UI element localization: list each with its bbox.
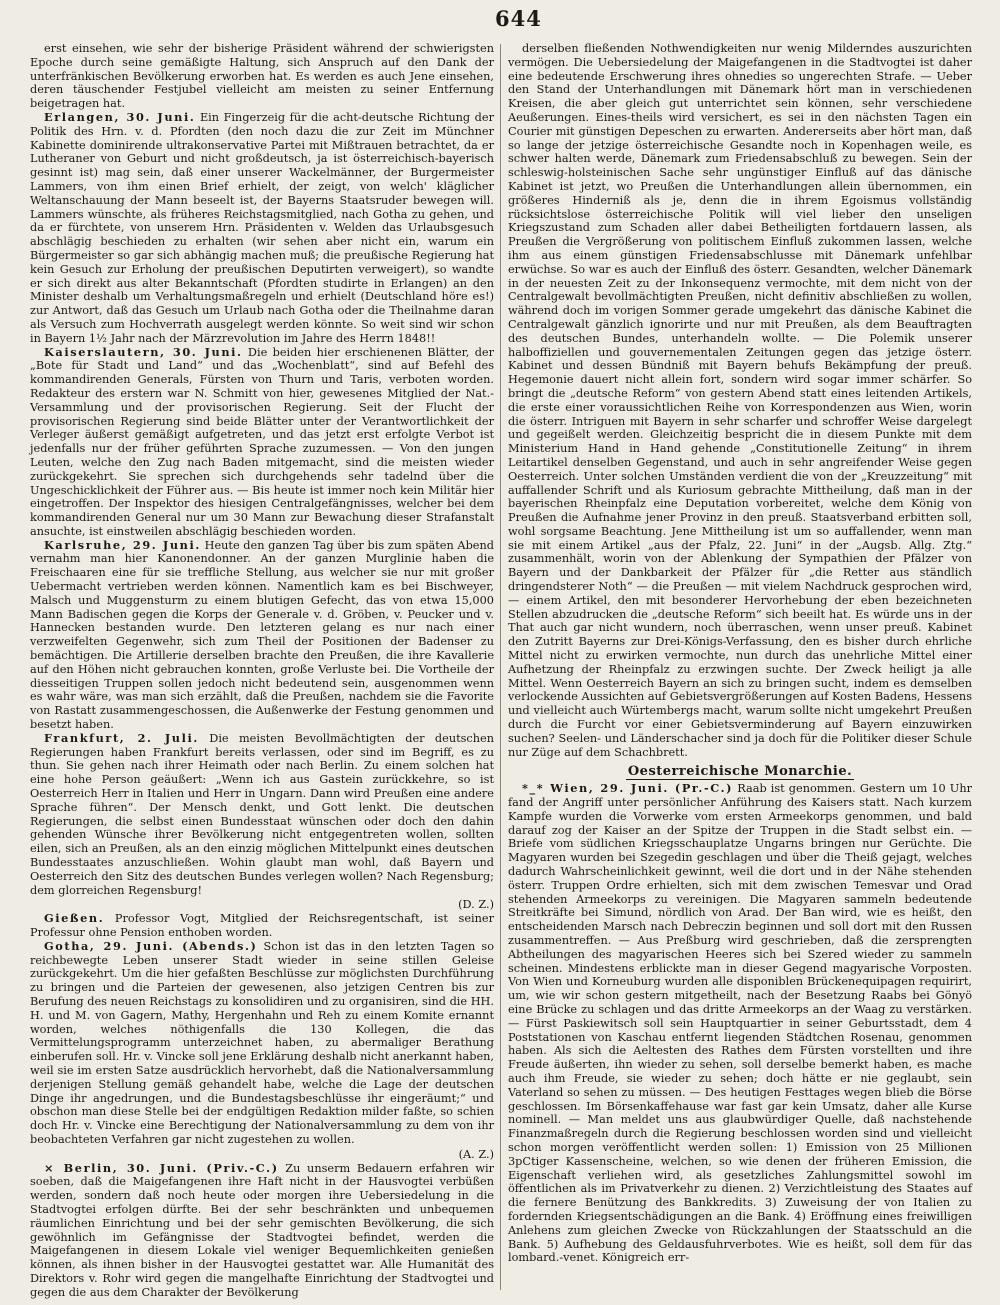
page-number: 644 [495, 6, 542, 31]
news-article [508, 782, 972, 1265]
article-dateline: Kaiserslautern, 30. Juni. [44, 344, 243, 359]
news-article [30, 42, 494, 111]
article-body: Raab ist genommen. Gestern um 10 Uhr fand der Angriff unter persönlicher Anführung des Kaisers statt. Nach kurzem Kampfe wurden die Vorwerke vom ersten Armeekorps genommen, und bald darauf zog der Kaiser an der Spitze der Truppen in die Stadt selbst ein. — Briefe vom südlichen Kriegsschauplatze Ungarns bringen nur Gerüchte. Die Magyaren wurden bei Szegedin geschlagen und über die Theiß gejagt, welches dadurch Wahrscheinlichkeit gewinnt, weil die dort und in der Nähe stehenden österr. Truppen Ordre erhielten, sich mit dem zwischen Temesvar und Orad stehenden Armeekorps zu vereinigen. Die Magyaren sammeln bedeutende Streitkräfte bei Simund, nördlich von Arad. Der Ban wird, wie es heißt, den entscheidenden Marsch nach Debreczin beginnen und soll dort mit den Russen zusammentreffen. — Aus Preßburg wird geschrieben, daß die zersprengten Abtheilungen des magyarischen Heeres sich bei Szered wieder zu sammeln scheinen. Mindestens erblickte man in dieser Gegend magyarische Vorposten. Von Wien und Korneuburg wurden alle disponiblen Brückenequipagen requirirt, um, wie wir schon gestern mitgetheilt, nach der Besetzung Raabs bei Gönyö eine Brücke zu schlagen und das dritte Armeekorps an der Waag zu verstärken. — Fürst Paskiewitsch soll sein Hauptquartier in seiner Geburtsstadt, dem 4 Poststationen von Kaschau entfernt liegenden Städtchen Rosenau, genommen haben. Als sich die Aeltesten des Rathes dem Fürsten vorstellten und ihre Freude äußerten, ihn wieder zu sehen, soll derselbe bemerkt haben, es mache auch ihm Freude, sie wieder zu sehen; doch hätte er nie geglaubt, sein Vaterland so sehen zu müssen. — Des heutigen Festtages wegen blieb die Börse geschlossen. Im Börsenkaffehause war fast gar kein Umsatz, daher alle Kurse nominell. — Man meldet uns aus glaubwürdiger Quelle, daß nachstehende Finanzmaßregeln durch die Regierung beschlossen worden sind und vielleicht schon morgen veröffentlicht werden sollen: 1) Emission von 25 Millionen 3pCtiger Kassenscheine, welchen, so wie denen der früheren Emission, die Eigenschaft verliehen wird, als gesetzliches Zahlungsmittel sowohl im öffentlichen als im Privatverkehr zu dienen. 2) Verzichtleistung des Staates auf die fernere Benützung des Bankkredits. 3) Zuweisung der von Italien zu fordernden Kriegsentschädigungen an die Bank. 4) Eröffnung eines freiwilligen Anlehens zum gleichen Zwecke von Rückzahlungen der Staatsschuld an die Bank. 5) Aufhebung des Geldausfuhrverbotes. Wie es heißt, soll dem für das lombard.-venet. Königreich err- [508, 782, 973, 1265]
news-article [30, 111, 494, 346]
article-body: Die beiden hier erschienenen Blätter, der „Bote für Stadt und Land“ und das „Wochenblatt“, sind auf Befehl des kommandirenden Generals, Fürsten von Thurn und Taris, verboten worden. Redakteur des erstern war N. Schmitt von hier, gewesenes Mitglied der Nat.-Versammlung und der provisorischen Regierung. Seit der Flucht der provisorischen Regierung sind beide Blätter unter der Verantwortlichkeit der Verleger äußerst gemäßigt aufgetreten, und das jetzt erst erfolgte Verbot ist jedenfalls nur der früher geführten Sprache zuzumessen. — Von den jungen Leuten, welche den Zug nach Baden mitgemacht, sind die meisten wieder zurückgekehrt. Sie sprechen sich durchgehends sehr tadelnd über die Ungeschicklichkeit der Führer aus. — Bis heute ist immer noch kein Militär hier eingetroffen. Der Inspektor des hiesigen Centralgefängnisses, welcher bei dem kommandirenden General nur um 30 Mann zur Bewachung dieser Strafanstalt ansuchte, ist einstweilen abschlägig beschieden worden. [30, 345, 495, 538]
news-article [30, 1162, 494, 1300]
left-column [30, 42, 495, 1299]
article-dateline: Gotha, 29. Juni. (Abends.) [44, 938, 258, 953]
article-dateline: Karlsruhe, 29. Juni. [44, 537, 201, 552]
section-heading-text: Oesterreichische Monarchie. [627, 764, 853, 780]
news-article [30, 539, 494, 732]
article-dateline: Frankfurt, 2. Juli. [44, 730, 199, 745]
right-column [508, 42, 972, 1292]
section-heading [508, 765, 972, 779]
article-body: erst einsehen, wie sehr der bisherige Präsident während der schwierigsten Epoche durch seine gemäßigte Haltung, sich Anspruch auf den Dank der unterfränkischen Bevölkerung erworben hat. Es werden es auch Jene einsehen, deren täuschender Festjubel vielleicht am meisten zu seiner Entfernung beigetragen hat. [30, 42, 494, 111]
news-article [30, 346, 494, 539]
article-body: Heute den ganzen Tag über bis zum späten Abend vernahm man hier Kanonendonner. An der ganzen Murglinie haben die Freischaaren eine für sie treffliche Stellung, aus welcher sie nur mit großer Uebermacht vertrieben werden können. Namentlich kam es bei Bischweyer, Malsch und Muggensturm zu einem blutigen Gefecht, das von etwa 15,000 Mann Badischen gegen die Korps der Generale v. d. Gröben, v. Peucker und v. Hannecken bestanden wurde. Den letzteren gelang es nur nach einer verzweifelten Gegenwehr, sich zum Theil der Positionen der Badenser zu bemächtigen. Die Artillerie derselben brachte den Preußen, die ihre Kavallerie auf den Höhen nicht gebrauchen konnten, große Verluste bei. Die Vortheile der diesseitigen Truppen sollen jedoch nicht bedeutend sein, ausgenommen wenn es wahr wäre, was man sich erzählt, daß die Preußen, nachdem sie die Favorite von Rastatt zusammengeschossen, die Außenwerke der Festung genommen und besetzt haben. [30, 538, 494, 732]
article-body: Zu unserm Bedauern erfahren wir soeben, daß die Maigefangenen ihre Haft nicht in der Hausvogtei verbüßen werden, sondern daß noch heute oder morgen ihre Uebersiedelung in die Stadtvogtei erfolgen dürfte. Bei der sehr beschränkten und unbequemen räumlichen Einrichtung und bei der sehr gemischten Bevölkerung, die sich gewöhnlich im Gefängnisse der Stadtvogtei befindet, werden die Maigefangenen in diesem Lokale viel weniger Bequemlichkeiten genießen können, als ihnen bisher in der Hausvogtei gestattet war. Alle Humanität des Direktors v. Rohr wird gegen die mangelhafte Einrichtung der Stadtvogtei und gegen die aus dem Charakter der Bevölkerung [30, 1161, 494, 1299]
article-dateline: *_* Wien, 29. Juni. (Pr.-C.) [522, 781, 734, 796]
article-body: Schon ist das in den letzten Tagen so reichbewegte Leben unserer Stadt wieder in seine stillen Geleise zurückgekehrt. Um die hier gefaßten Beschlüsse zur möglichsten Durchführung zu bringen und die Parteien der gewesenen, also jetzigen Centren bis zur Berufung des neuen Reichstags zu konsolidiren und zu organisiren, sind die HH. H. und M. von Gagern, Mathy, Hergenhahn und Reh zu einem Komite ernannt worden, welches nöthigenfalls die 130 Kollegen, die das Vermittelungsprogramm unterzeichnet haben, zu abermaliger Berathung einberufen soll. Hr. v. Vincke soll jene Erklärung deshalb nicht anerkannt haben, weil sie im ersten Satze ausdrücklich hervorhebt, daß die Nationalversammlung derjenigen Stellung gemäß gehandelt habe, welche die Lage der deutschen Dinge ihr angedrungen, und die Bundestagsbeschlüsse ihr eingeräumt;“ und obschon man diese Stelle bei der endgültigen Redaktion milder faßte, so schien doch Hr. v. Vincke eine Berechtigung der Nationalversammlung zu dem von ihr beobachteten Verfahren gar nicht zugestehen zu wollen. [30, 939, 495, 1146]
article-source: (A. Z.) [458, 1147, 494, 1161]
article-body: Ein Fingerzeig für die acht-deutsche Richtung der Politik des Hrn. v. d. Pfordten (den noch dazu die zur Zeit im Münchner Kabinette dominirende ultrakonservative Partei mit Mißtrauen betrachtet, da er Lutheraner von Geburt und nicht großdeutsch, ja ist österreichisch-bayerisch gesinnt ist) mag sein, daß einer unserer Wackelmänner, der Burgermeister Lammers, von ihm einen Brief erhielt, der zeigt, von welch' kläglicher Weltanschauung der Mann beseelt ist, der Bayerns Staatsruder bewegen will. Lammers wünschte, als früheres Reichstagsmitglied, nach Gotha zu gehen, und da er fürchtete, von unserem Hrn. Präsidenten v. Welden das Urlaubsgesuch abschlägig beschieden zu erhalten (wir sehen aber nicht ein, warum ein Bürgermeister so gar sich abhängig machen muß; die preußische Regierung hat kein Gesuch zur Erholung der preußischen Deputirten verweigert), so wandte er sich direkt aus alter Bekanntschaft (Pfordten studirte in Erlangen) an den Minister deshalb um Verhaltungsmaßregeln und erhielt (Deutschland höre es!) zur Antwort, daß das Gesuch um Urlaub nach Gotha oder die Theilnahme daran als Versuch zum Hochverrath ausgelegt werden könnte. So weit sind wir schon in Bayern 1½ Jahr nach der Märzrevolution im Jahre des Herrn 1848!! [30, 110, 494, 345]
article-dateline: × Berlin, 30. Juni. (Priv.-C.) [44, 1160, 279, 1175]
article-source: (D. Z.) [458, 898, 494, 912]
article-body: derselben fließenden Nothwendigkeiten nur wenig Milderndes auszurichten vermögen. Die Uebersiedelung der Maigefangenen in die Stadtvogtei ist daher eine bedeutende Erschwerung ihres ohnedies so ungerechten Strafe. — Ueber den Stand der Unterhandlungen mit Dänemark hört man in verschiedenen Kreisen, die aber gleich gut unterrichtet sein können, sehr verschiedene Aeußerungen. Eines-theils wird versichert, es sei in den nächsten Tagen ein Courier mit günstigen Depeschen zu erwarten. Andererseits aber hört man, daß so lange der jetzige österreichische Gesandte noch in Kopenhagen weile, es schwer halten werde, Dänemark zum Friedensabschluß zu bewegen. Sein der schleswig-holsteinischen Sache sehr ungünstiger Einfluß auf das dänische Kabinet ist jetzt, wo Preußen die Unterhandlungen allein übernommen, ein größeres Hinderniß als je, denn die in ihrem Egoismus vollständig rücksichtslose österreichische Politik will viel lieber den unseligen Kriegszustand zum Schaden aller dabei Betheiligten fortdauern lassen, als Preußen die Vergrößerung von politischem Einfluß zukommen lassen, welche ihm aus einem günstigen Friedensabschlusse mit Dänemark unfehlbar erwüchse. So war es auch der Einfluß des österr. Gesandten, welcher Dänemark in der neuesten Zeit zu der Inkonsequenz vermochte, mit dem nicht von der Centralgewalt bevollmächtigten Preußen, nicht definitiv abschließen zu wollen, während doch im vorigen Sommer gerade umgekehrt das dänische Kabinet die Centralgewalt gänzlich ignorirte und nur mit Preußen, als dem Beauftragten des deutschen Bundes, unterhandeln wollte. — Die Polemik unserer halboffiziellen und gouvernementalen Zeitungen gegen das jetzige österr. Kabinet und dessen Bündniß mit Bayern behufs Bekämpfung der preuß. Hegemonie dauert nicht allein fort, sondern wird sogar immer schärfer. So bringt die „deutsche Reform“ von gestern Abend statt eines leitenden Artikels, die erste einer voraussichtlichen Reihe von Korrespondenzen aus Wien, worin die österr. Intriguen mit Bayern in sehr scharfer und schroffer Weise dargelegt und gegeißelt werden. Gleichzeitig bespricht die in diesem Punkte mit dem Ministerium Hand in Hand gehende „Constitutionelle Zeitung“ in ihrem Leitartikel denselben Gegenstand, und auch in sehr angreifender Weise gegen Oesterreich. Unter solchen Umständen verdient die von der „Kreuzzeitung“ mit auffallender Schrift und als Kuriosum gebrachte Mittheilung, daß man in der bayerischen Rheinpfalz eine Deputation vorbereitet, welche dem König von Preußen die Aufnahme jener Provinz in den preuß. Staatsverband erbitten soll, wohl sorgsame Beachtung. Jene Mittheilung ist um so auffallender, wenn man sie mit einem Artikel „aus der Pfalz, 22. Juni“ in der „Augsb. Allg. Ztg.“ zusammenhält, worin von der Ablenkung der Sympathien der Pfälzer von Bayern und der Dankbarkeit der Pfälzer für „die Retter aus ständlich dringendsterer Noth“ — die Preußen — mit vielem Nachdruck gesprochen wird, — einem Artikel, den mit besonderer Hervorhebung der eben bezeichneten Stellen abzudrucken die „deutsche Reform“ sich beeilt hat. Es würde uns in der That auch gar nicht wundern, noch überraschen, wenn unser preuß. Kabinet den Zutritt Bayerns zur Drei-Königs-Verfassung, den es bisher durch ehrliche Mittel nicht zu erwirken vermochte, nun durch das unehrliche Mittel einer Aufhetzung der Rheinpfalz zu erzwingen suchte. Der Zweck heiligt ja alle Mittel. Wenn Oesterreich Bayern an sich zu bringen sucht, indem es demselben verlockende Aussichten auf Gebietsvergrößerungen auf Kosten Badens, Hessens und vielleicht auch Würtembergs macht, warum sollte nicht umgekehrt Preußen durch die Furcht vor einer Gebietsverminderung auf Bayern einzuwirken suchen? Seelen- und Länderschacher sind ja doch für die Politiker dieser Schule nur Züge auf dem Schachbrett. [508, 42, 972, 759]
news-article [30, 940, 494, 1162]
article-body: Die meisten Bevollmächtigten der deutschen Regierungen haben Frankfurt bereits verlassen, oder sind im Begriff, es zu thun. Sie gehen nach ihrer Heimath oder nach Berlin. Zu einem solchen hat eine hohe Person geäußert: „Wenn ich aus Gastein zurückkehre, so ist Oesterreich Herr in Italien und Herr in Ungarn. Dann wird Preußen eine andere Sprache führen“. Der Mensch denkt, und Gott lenkt. Die deutschen Regierungen, die selbst einen Bundesstaat wünschen oder doch den dahin gehenden Wünsche ihrer Bevölkerung nicht entgegentreten wollen, sollten eilen, sich an Preußen, als an den einzig möglichen Mittelpunkt eines deutschen Bundesstaates anzuschließen. Wohin glaubt man wohl, daß Bayern und Oesterreich den Sitz des deutschen Bundes verlegen wollen? Nach Regensburg; dem glorreichen Regensburg! [30, 731, 494, 897]
news-article [508, 42, 972, 759]
news-article [30, 732, 494, 912]
column-divider [500, 44, 501, 1290]
article-dateline: Gießen. [44, 911, 105, 926]
article-dateline: Erlangen, 30. Juni. [44, 109, 196, 124]
news-article [30, 912, 494, 940]
article-body: Professor Vogt, Mitglied der Reichsregentschaft, ist seiner Professur ohne Pension enthoben worden. [30, 912, 494, 939]
